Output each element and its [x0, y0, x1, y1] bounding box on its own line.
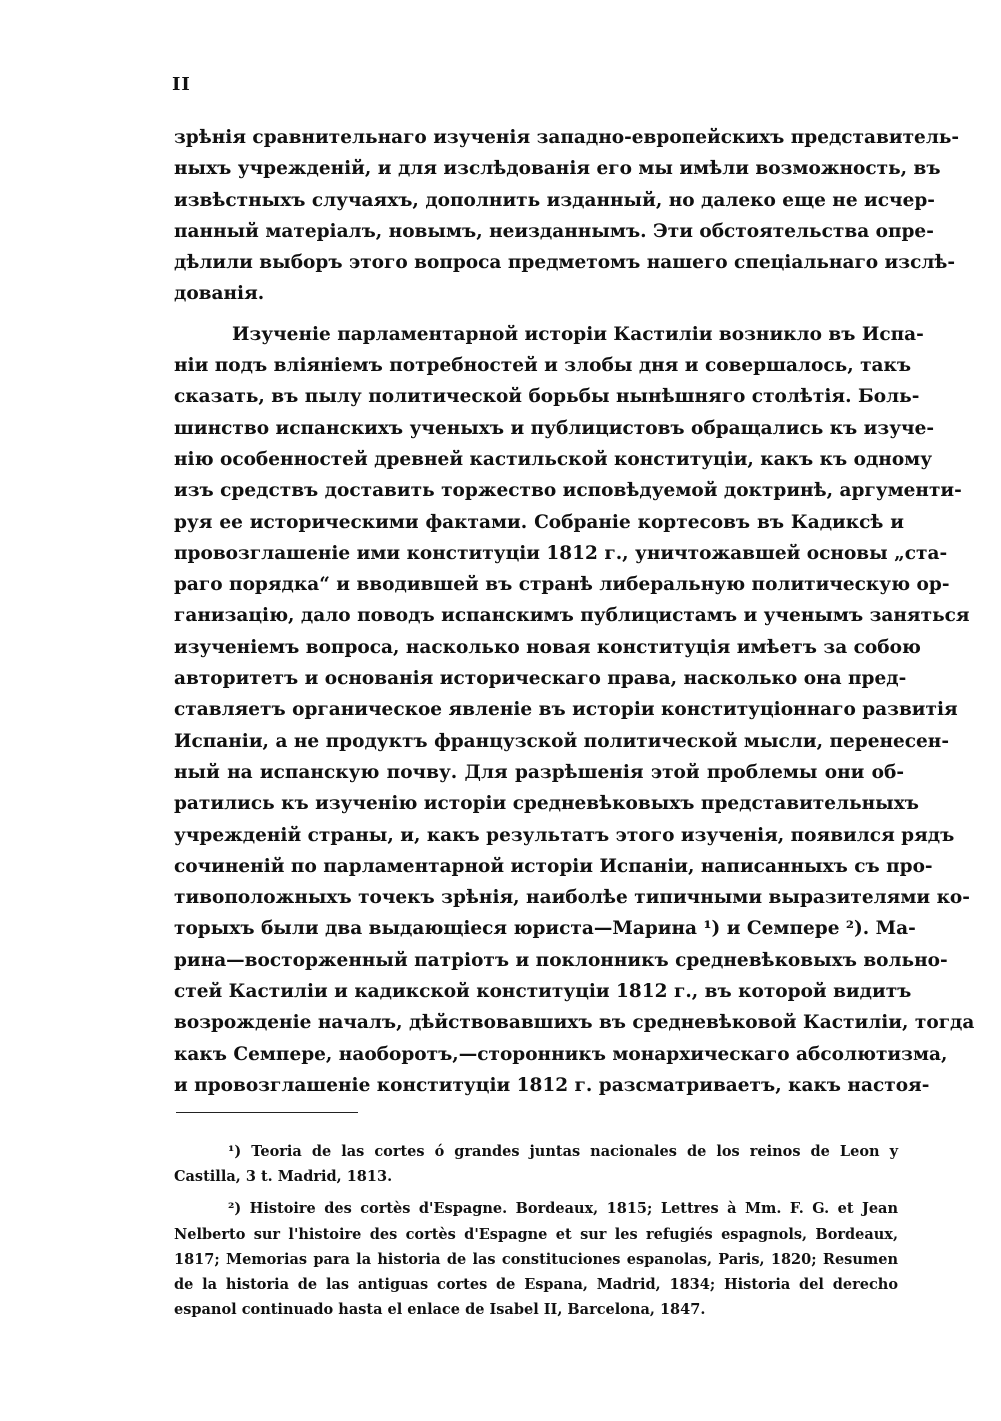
footnote-line: 1817; Memorias para la historia de las constituciones espanolas, Paris, 1820; Resumen	[174, 1250, 898, 1268]
text-line: и провозглашеніе конституціи 1812 г. разсматриваетъ, какъ настоя-	[174, 1074, 930, 1096]
text-line: провозглашеніе ими конституціи 1812 г., уничтожавшей основы „ста-	[174, 542, 948, 564]
text-line: ныхъ учрежденій, и для изслѣдованія его мы имѣли возможность, въ	[174, 158, 941, 180]
text-line: панный матеріалъ, новымъ, неизданнымъ. Эти обстоятельства опре-	[174, 220, 934, 242]
footnote-divider	[176, 1112, 358, 1113]
footnote-line: ²) Histoire des cortès d'Espagne. Bordeaux, 1815; Lettres à Mm. F. G. et Jean	[228, 1200, 898, 1218]
text-line: торыхъ были два выдающіеся юриста—Марина ¹) и Семпере ²). Ма-	[174, 918, 916, 940]
text-line: учрежденій страны, и, какъ результатъ этого изученія, появился рядъ	[174, 824, 955, 846]
text-line: ганизацію, дало поводъ испанскимъ публицистамъ и ученымъ заняться	[174, 605, 970, 627]
text-line: изъ средствъ доставить торжество исповѣдуемой доктринѣ, аргументи-	[174, 480, 962, 502]
text-line: сочиненій по парламентарной исторіи Испаніи, написанныхъ съ про-	[174, 855, 933, 877]
text-line: шинство испанскихъ ученыхъ и публицистовъ обращались къ изуче-	[174, 417, 935, 439]
text-line: ратились къ изученію исторіи средневѣковыхъ представительныхъ	[174, 793, 919, 815]
text-line: сказать, въ пылу политической борьбы нынѣшняго столѣтія. Боль-	[174, 386, 920, 408]
text-line: рина—восторженный патріотъ и поклонникъ средневѣковыхъ вольно-	[174, 949, 948, 971]
text-line: руя ее историческими фактами. Собраніе кортесовъ въ Кадиксѣ и	[174, 511, 904, 533]
text-line: ставляетъ органическое явленіе въ исторіи конституціоннаго развитія	[174, 699, 958, 721]
text-line: дованія.	[174, 283, 265, 305]
text-line: извѣстныхъ случаяхъ, дополнить изданный, но далеко еще не исчер-	[174, 189, 935, 211]
text-line: какъ Семпере, наоборотъ,—сторонникъ монархическаго абсолютизма,	[174, 1043, 948, 1065]
text-line: нію особенностей древней кастильской конституціи, какъ къ одному	[174, 448, 933, 470]
text-line: изученіемъ вопроса, насколько новая конституція имѣетъ за собою	[174, 636, 921, 658]
text-line: стей Кастиліи и кадикской конституціи 1812 г., въ которой видитъ	[174, 981, 912, 1003]
page-number: II	[172, 74, 191, 95]
text-line: возрожденіе началъ, дѣйствовавшихъ въ средневѣковой Кастиліи, тогда	[174, 1012, 975, 1034]
main-text	[174, 122, 975, 1101]
text-line: дѣлили выборъ этого вопроса предметомъ нашего спеціальнаго изслѣ-	[174, 252, 956, 274]
text-line: раго порядка“ и вводившей въ странѣ либеральную политическую ор-	[174, 574, 950, 596]
text-line: ніи подъ вліяніемъ потребностей и злобы дня и совершалось, такъ	[174, 355, 912, 377]
text-line: ный на испанскую почву. Для разрѣшенія этой проблемы они об-	[174, 761, 904, 783]
footnote-line: Castilla, 3 t. Madrid, 1813.	[174, 1168, 393, 1186]
footnote-line: de la historia de las antiguas cortes de Espana, Madrid, 1834; Historia del derecho	[174, 1275, 898, 1293]
footnote-line: Nelberto sur l'histoire des cortès d'Espagne et sur les refugiés espagnols, Bordeaux,	[174, 1225, 898, 1243]
text-line: Изученіе парламентарной исторіи Кастиліи возникло въ Испа-	[232, 323, 924, 345]
text-line: авторитетъ и основанія историческаго права, насколько она пред-	[174, 668, 907, 690]
footnotes	[174, 1139, 898, 1322]
text-line: Испаніи, а не продуктъ французской политической мысли, перенесен-	[174, 730, 950, 752]
footnote-line: espanol continuado hasta el enlace de Isabel II, Barcelona, 1847.	[174, 1301, 706, 1319]
text-line: тивоположныхъ точекъ зрѣнія, наиболѣе типичными выразителями ко-	[174, 887, 970, 909]
text-line: зрѣнія сравнительнаго изученія западно-европейскихъ представитель-	[174, 127, 960, 148]
footnote-line: ¹) Teoria de las cortes ó grandes juntas nacionales de los reinos de Leon y	[228, 1143, 898, 1160]
